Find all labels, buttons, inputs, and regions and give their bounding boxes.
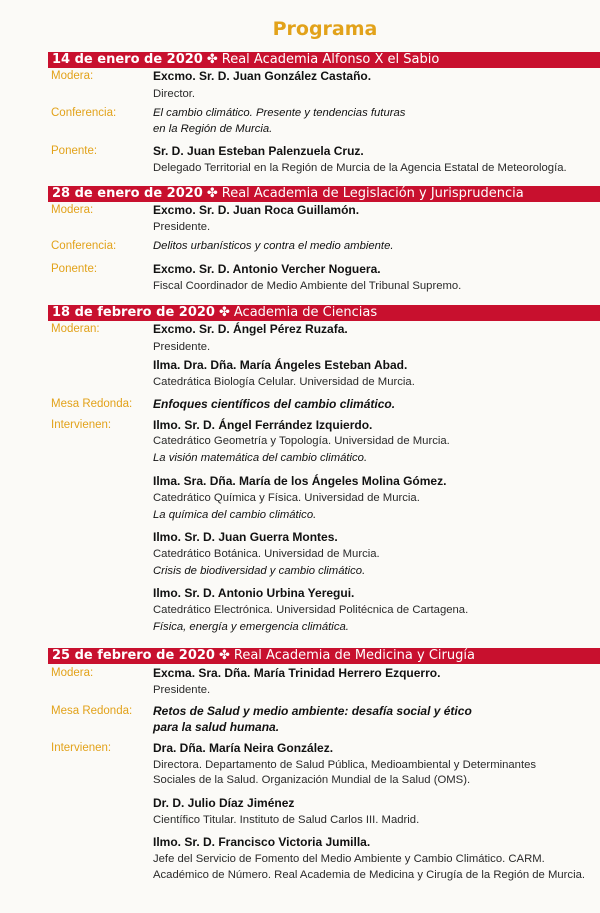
label-intervienen: Intervienen:: [51, 419, 112, 431]
roundtable-title: Retos de Salud y medio ambiente: desafía social y ético: [153, 704, 472, 718]
moderator-role: Director.: [153, 88, 196, 100]
conference-title: Delitos urbanísticos y contra el medio ambiente.: [153, 240, 394, 252]
roundtable-title: Enfoques científicos del cambio climático.: [153, 397, 396, 411]
talk-title: La química del cambio climático.: [153, 509, 317, 521]
talk-title: Crisis de biodiversidad y cambio climático.: [153, 565, 366, 577]
speaker-role: Fiscal Coordinador de Medio Ambiente del Tribunal Supremo.: [153, 280, 462, 292]
session-header: [48, 52, 600, 68]
speaker-role: Delegado Territorial en la Región de Murcia de la Agencia Estatal de Meteorología.: [153, 162, 567, 174]
label-modera: Modera:: [51, 667, 94, 679]
talk-title: La visión matemática del cambio climático.: [153, 452, 368, 464]
speaker-role: Catedrático Geometría y Topología. Universidad de Murcia.: [153, 435, 450, 447]
conference-title: El cambio climático. Presente y tendencias futuras: [153, 107, 406, 119]
moderator-name: Excmo. Sr. D. Juan González Castaño.: [153, 69, 372, 83]
speaker-role: Sociales de la Salud. Organización Mundial de la Salud (OMS).: [153, 774, 471, 786]
speaker-name: Excmo. Sr. D. Antonio Vercher Noguera.: [153, 262, 381, 276]
session-venue: Real Academia de Legislación y Jurisprudencia: [221, 186, 524, 201]
cross-icon: ✤: [218, 305, 230, 320]
session-date: 28 de enero de 2020: [52, 186, 203, 201]
cross-icon: ✤: [206, 186, 218, 201]
moderator-name: Excma. Sra. Dña. María Trinidad Herrero Ezquerro.: [153, 666, 441, 680]
session-date: 25 de febrero de 2020: [52, 648, 215, 663]
speaker-name: Ilmo. Sr. D. Francisco Victoria Jumilla.: [153, 835, 371, 849]
speaker-name: Dr. D. Julio Díaz Jiménez: [153, 796, 295, 810]
session-venue: Real Academia Alfonso X el Sabio: [221, 52, 440, 67]
session-header: [48, 305, 600, 321]
label-mesa-redonda: Mesa Redonda:: [51, 398, 133, 410]
label-intervienen: Intervienen:: [51, 742, 112, 754]
speaker-role: Catedrático Química y Física. Universidad de Murcia.: [153, 492, 420, 504]
moderator-role: Presidente.: [153, 221, 211, 233]
speaker-role: Científico Titular. Instituto de Salud Carlos III. Madrid.: [153, 814, 420, 826]
moderator-role: Catedrática Biología Celular. Universidad de Murcia.: [153, 376, 415, 388]
talk-title: Física, energía y emergencia climática.: [153, 621, 349, 633]
label-ponente: Ponente:: [51, 263, 98, 275]
session-date: 18 de febrero de 2020: [52, 305, 215, 320]
session-date: 14 de enero de 2020: [52, 52, 203, 67]
speaker-name: Ilmo. Sr. D. Ángel Ferrández Izquierdo.: [153, 418, 373, 432]
speaker-name: Ilmo. Sr. D. Juan Guerra Montes.: [153, 530, 338, 544]
label-modera: Modera:: [51, 70, 94, 82]
moderator-name: Excmo. Sr. D. Ángel Pérez Ruzafa.: [153, 322, 348, 336]
moderator-name: Excmo. Sr. D. Juan Roca Guillamón.: [153, 203, 360, 217]
cross-icon: ✤: [206, 52, 218, 67]
speaker-role: Catedrático Electrónica. Universidad Politécnica de Cartagena.: [153, 604, 469, 616]
speaker-role: Jefe del Servicio de Fomento del Medio Ambiente y Cambio Climático. CARM.: [153, 853, 545, 865]
moderator-role: Presidente.: [153, 341, 211, 353]
cross-icon: ✤: [218, 648, 230, 663]
moderator-role: Presidente.: [153, 684, 211, 696]
session-header: [48, 186, 600, 202]
label-conferencia: Conferencia:: [51, 107, 117, 119]
session-venue: Real Academia de Medicina y Cirugía: [233, 648, 475, 663]
page-title: Programa: [272, 18, 378, 40]
label-conferencia: Conferencia:: [51, 240, 117, 252]
moderator-name: Ilma. Dra. Dña. María Ángeles Esteban Abad.: [153, 358, 408, 372]
label-moderan: Moderan:: [51, 323, 100, 335]
roundtable-title: para la salud humana.: [153, 720, 280, 734]
speaker-name: Ilma. Sra. Dña. María de los Ángeles Molina Gómez.: [153, 474, 447, 488]
label-modera: Modera:: [51, 204, 94, 216]
session-venue: Academia de Ciencias: [233, 305, 378, 320]
session-header: [48, 648, 600, 664]
label-mesa-redonda: Mesa Redonda:: [51, 705, 133, 717]
speaker-role: Académico de Número. Real Academia de Medicina y Cirugía de la Región de Murcia.: [153, 869, 586, 881]
speaker-role: Catedrático Botánica. Universidad de Murcia.: [153, 548, 380, 560]
speaker-name: Ilmo. Sr. D. Antonio Urbina Yeregui.: [153, 586, 355, 600]
label-ponente: Ponente:: [51, 145, 98, 157]
speaker-name: Sr. D. Juan Esteban Palenzuela Cruz.: [153, 144, 364, 158]
speaker-role: Directora. Departamento de Salud Pública, Medioambiental y Determinantes: [153, 759, 537, 771]
speaker-name: Dra. Dña. María Neira González.: [153, 741, 334, 755]
conference-title: en la Región de Murcia.: [153, 123, 273, 135]
